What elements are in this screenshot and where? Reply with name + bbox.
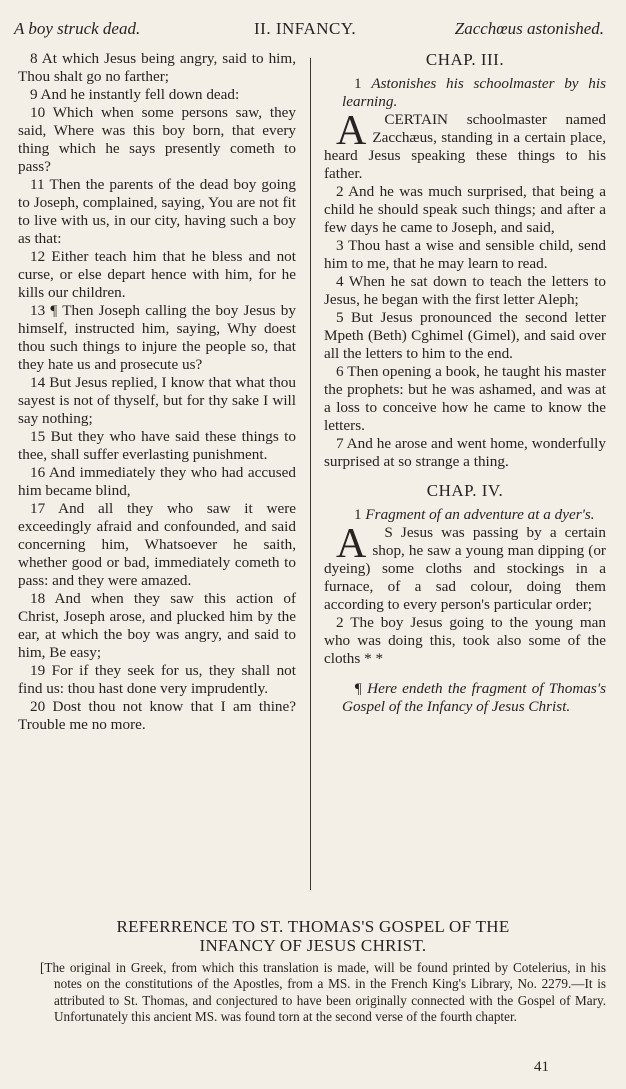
summary-number: 1 — [354, 506, 362, 523]
verse: 6 Then opening a book, he taught his master the prophets: but he was ashamed, and was at a loss to conceive how he came to know the letters. — [324, 363, 606, 434]
verse: 14 But Jesus replied, I know that what thou sayest is not of thyself, but for thy sake I will say nothing; — [18, 374, 296, 427]
page-number: 41 — [534, 1059, 549, 1075]
reference-heading — [40, 917, 586, 955]
chapter-summary — [324, 75, 606, 111]
column-divider — [310, 58, 311, 890]
verse: 2 The boy Jesus going to the young man who was doing this, took also some of the cloths * * — [324, 614, 606, 667]
chapter-heading: CHAP. IV. — [426, 481, 504, 500]
paragraph-text: CERTAIN schoolmaster named Zacchæus, standing in a certain place, heard Jesus speaking these things to his father. — [324, 111, 606, 182]
opening-paragraph — [324, 521, 606, 614]
verse: 11 Then the parents of the dead boy going to Joseph, complained, saying, You are not fit to live with us, in our city, having such a boy as that: — [18, 176, 296, 247]
reference-heading-line: REFERRENCE TO ST. THOMAS'S GOSPEL OF THE — [116, 917, 510, 936]
opening-paragraph — [324, 108, 606, 183]
verse: 3 Thou hast a wise and sensible child, send him to me, that he may learn to read. — [324, 237, 606, 272]
verse: 20 Dost thou not know that I am thine? Trouble me no more. — [18, 698, 296, 733]
verse: 2 And he was much surprised, that being a child he should speak such things; and after a few days he came to Joseph, and said, — [324, 183, 606, 236]
verse: 15 But they who have said these things to thee, shall suffer everlasting punishment. — [18, 428, 296, 463]
header-section-title: II. INFANCY. — [254, 19, 357, 38]
reference-note: [The original in Greek, from which this translation is made, will be found printed by Cotelerius, in his notes on the constitutions of the Apostles, from a MS. in the French King's Library, No. 2279.—It is attributed to St. Thomas, and conjectured to have been originally connected with the Gospel of Mary. Unfortunately this ancient MS. was found torn at the second verse of the fourth chapter. — [40, 960, 606, 1025]
chapter-summary — [324, 506, 606, 524]
paragraph-text: S Jesus was passing by a certain shop, he saw a young man dipping (or dyeing) some cloths and stockings in a furnace, of a sad colour, doing them according to every person's particular order; — [324, 524, 606, 613]
verse: 9 And he instantly fell down dead: — [30, 86, 240, 103]
end-note: ¶ Here endeth the fragment of Thomas's Gospel of the Infancy of Jesus Christ. — [342, 680, 606, 715]
verse: 4 When he sat down to teach the letters to Jesus, he began with the first letter Aleph; — [324, 273, 606, 308]
left-column — [18, 50, 296, 734]
summary-text: Astonishes his schoolmaster by his learning. — [342, 75, 606, 110]
verse: 12 Either teach him that he bless and not curse, or else depart hence with him, for he kills our children. — [18, 248, 296, 301]
verse: 7 And he arose and went home, wonderfully surprised at so strange a thing. — [324, 435, 606, 470]
summary-number: 1 — [354, 75, 362, 92]
drop-capital: A — [336, 521, 367, 567]
chapter-heading: CHAP. III. — [425, 50, 505, 69]
summary-text: Fragment of an adventure at a dyer's. — [365, 506, 595, 523]
verse: 17 And all they who saw it were exceedingly afraid and confounded, and said concerning him, Whatsoever he saith, whether good or bad, immediately cometh to pass: and they were amazed. — [18, 500, 296, 589]
verse: 10 Which when some persons saw, they said, Where was this boy born, that every thing which he says presently cometh to pass? — [18, 104, 296, 175]
running-header — [14, 18, 604, 40]
right-column — [324, 50, 606, 716]
verse: 13 ¶ Then Joseph calling the boy Jesus by himself, instructed him, saying, Why doest thou such things to injure the people so, that they hate us and prosecute us? — [18, 302, 296, 373]
drop-capital: A — [336, 108, 367, 154]
verse: 18 And when they saw this action of Christ, Joseph arose, and plucked him by the ear, at which the boy was angry, and said to him, Be easy; — [18, 590, 296, 661]
reference-heading-line: INFANCY OF JESUS CHRIST. — [199, 936, 427, 955]
verse: 8 At which Jesus being angry, said to him, Thou shalt go no farther; — [18, 50, 296, 85]
header-left-title: A boy struck dead. — [14, 19, 141, 38]
verse: 5 But Jesus pronounced the second letter Mpeth (Beth) Cghimel (Gimel), and said over all the letters to him to the end. — [324, 309, 606, 362]
verse: 19 For if they seek for us, they shall not find us: thou hast done very imprudently. — [18, 662, 296, 697]
header-right-title: Zacchœus astonished. — [454, 19, 604, 38]
verse: 16 And immediately they who had accused him became blind, — [18, 464, 296, 499]
